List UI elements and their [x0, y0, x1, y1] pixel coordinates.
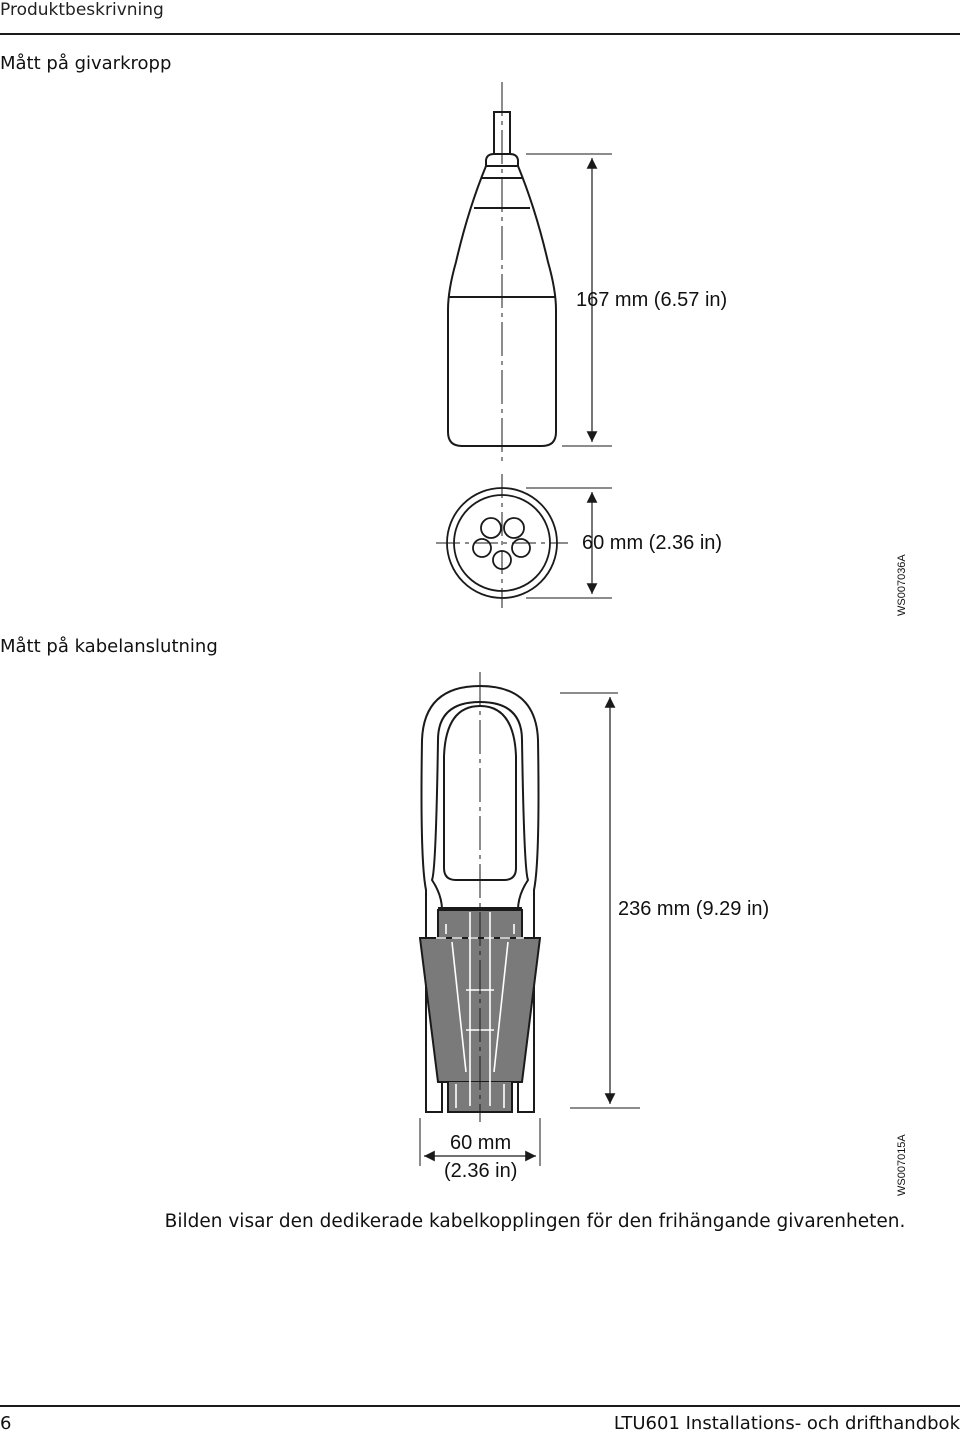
diameter-label-60: 60 mm (2.36 in) — [582, 532, 723, 554]
footer-rule — [0, 1405, 960, 1407]
figure1-title: Mått på givarkropp — [0, 53, 172, 74]
page-number: 6 — [0, 1413, 12, 1434]
figure2-caption: Bilden visar den dedikerade kabelkopplingen för den frihängande givarenheten. — [164, 1211, 906, 1232]
length-label-236: 236 mm (9.29 in) — [618, 898, 770, 920]
figure2-title: Mått på kabelanslutning — [0, 636, 218, 657]
width-label-line2: (2.36 in) — [444, 1160, 518, 1182]
figure1-id: WS007036A — [896, 554, 908, 616]
width-label-line1: 60 mm — [450, 1132, 512, 1154]
header-section: Produktbeskrivning — [0, 0, 164, 20]
document-title: LTU601 Installations- och drifthandbok — [613, 1413, 960, 1434]
figure2-id: WS007015A — [896, 1134, 908, 1196]
length-label-167: 167 mm (6.57 in) — [576, 289, 728, 311]
